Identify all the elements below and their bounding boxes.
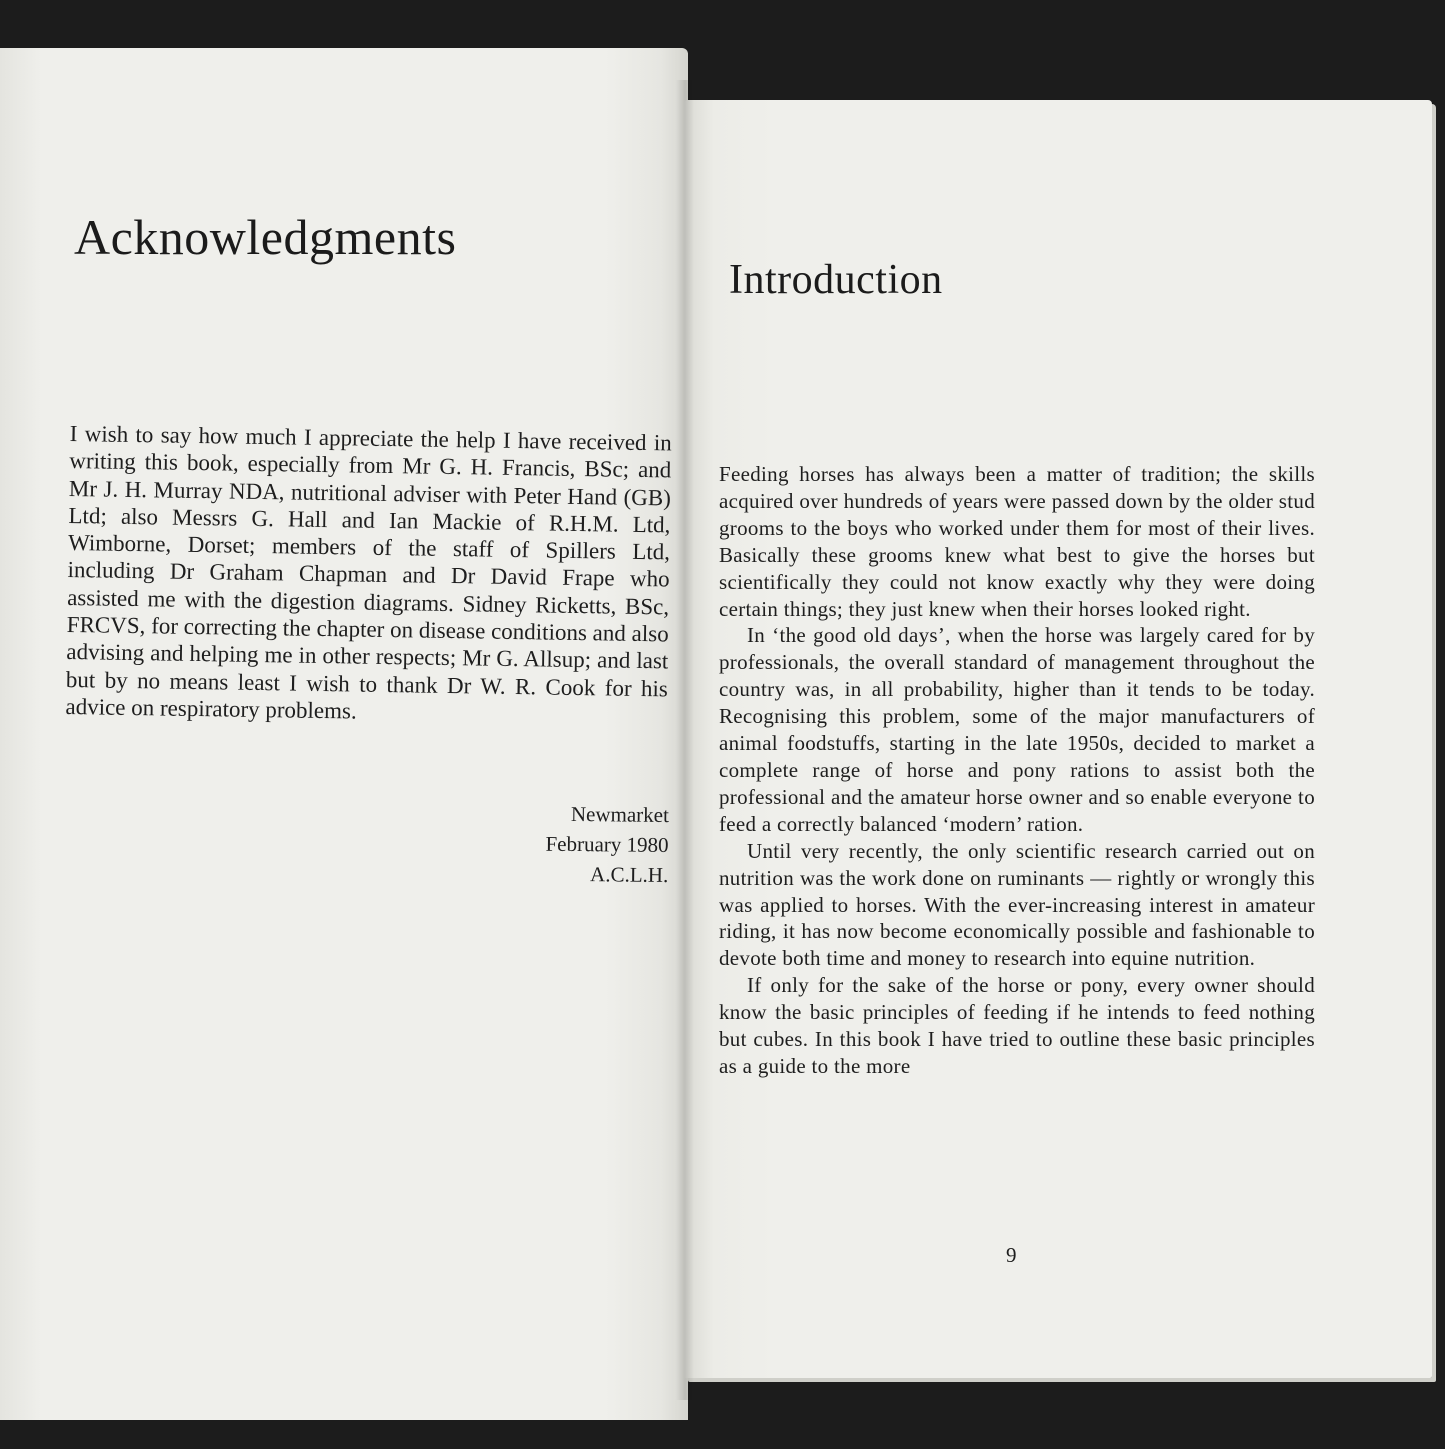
signature-place: Newmarket	[570, 801, 669, 827]
signature-date: February 1980	[545, 831, 669, 857]
introduction-text	[719, 461, 1315, 1080]
introduction-heading: Introduction	[729, 257, 943, 303]
page-number: 9	[1006, 1243, 1017, 1267]
signature-initials: A.C.L.H.	[589, 862, 669, 887]
introduction-paragraph: If only for the sake of the horse or pony, every owner should know the basic principles of feeding if he intends to feed nothing but cubes. In this book I have tried to outline these basic principles as a guide to the more	[719, 973, 1315, 1078]
introduction-paragraph: Feeding horses has always been a matter of tradition; the skills acquired over hundreds of years were passed down by the older stud grooms to the boys who worked under them for most of their lives. Basically these grooms knew what best to give the horses but scientifically they could not know exactly why they were doing certain things; they just knew when their horses looked right.	[719, 462, 1315, 621]
acknowledgments-heading: Acknowledgments	[74, 209, 457, 265]
introduction-paragraph: In ‘the good old days’, when the horse was largely cared for by professionals, the overall standard of management throughout the country was, in all probability, higher than it tends to be today. Recognising this problem, some of the major manufacturers of animal foodstuffs, starting in the late 1950s, decided to market a complete range of horse and pony rations to assist both the professional and the amateur horse owner and so enable everyone to feed a correctly balanced ‘modern’ ration.	[719, 623, 1315, 836]
book-gutter	[676, 80, 694, 1400]
introduction-paragraph: Until very recently, the only scientific research carried out on nutrition was the work done on ruminants — rightly or wrongly this was applied to horses. With the ever-increasing interest in amateur riding, it has now become economically possible and fashionable to devote both time and money to research into equine nutrition.	[719, 838, 1315, 971]
signature-block	[545, 799, 669, 890]
acknowledgments-text: I wish to say how much I appreciate the help I have received in writing this book, especially from Mr G. H. Francis, BSc; and Mr J. H. Murray NDA, nutritional adviser with Peter Hand (GB) Ltd; also Messrs G. Hall and Ian Mackie of R.H.M. Ltd, Wimborne, Dorset; members of the staff of Spillers Ltd, including Dr Graham Chapman and Dr David Frape who assisted me with the digestion diagrams. Sidney Ricketts, BSc, FRCVS, for correcting the chapter on disease conditions and also advising and helping me in other respects; Mr G. Allsup; and last but by no means least I wish to thank Dr W. R. Cook for his advice on respiratory problems.	[65, 420, 672, 724]
